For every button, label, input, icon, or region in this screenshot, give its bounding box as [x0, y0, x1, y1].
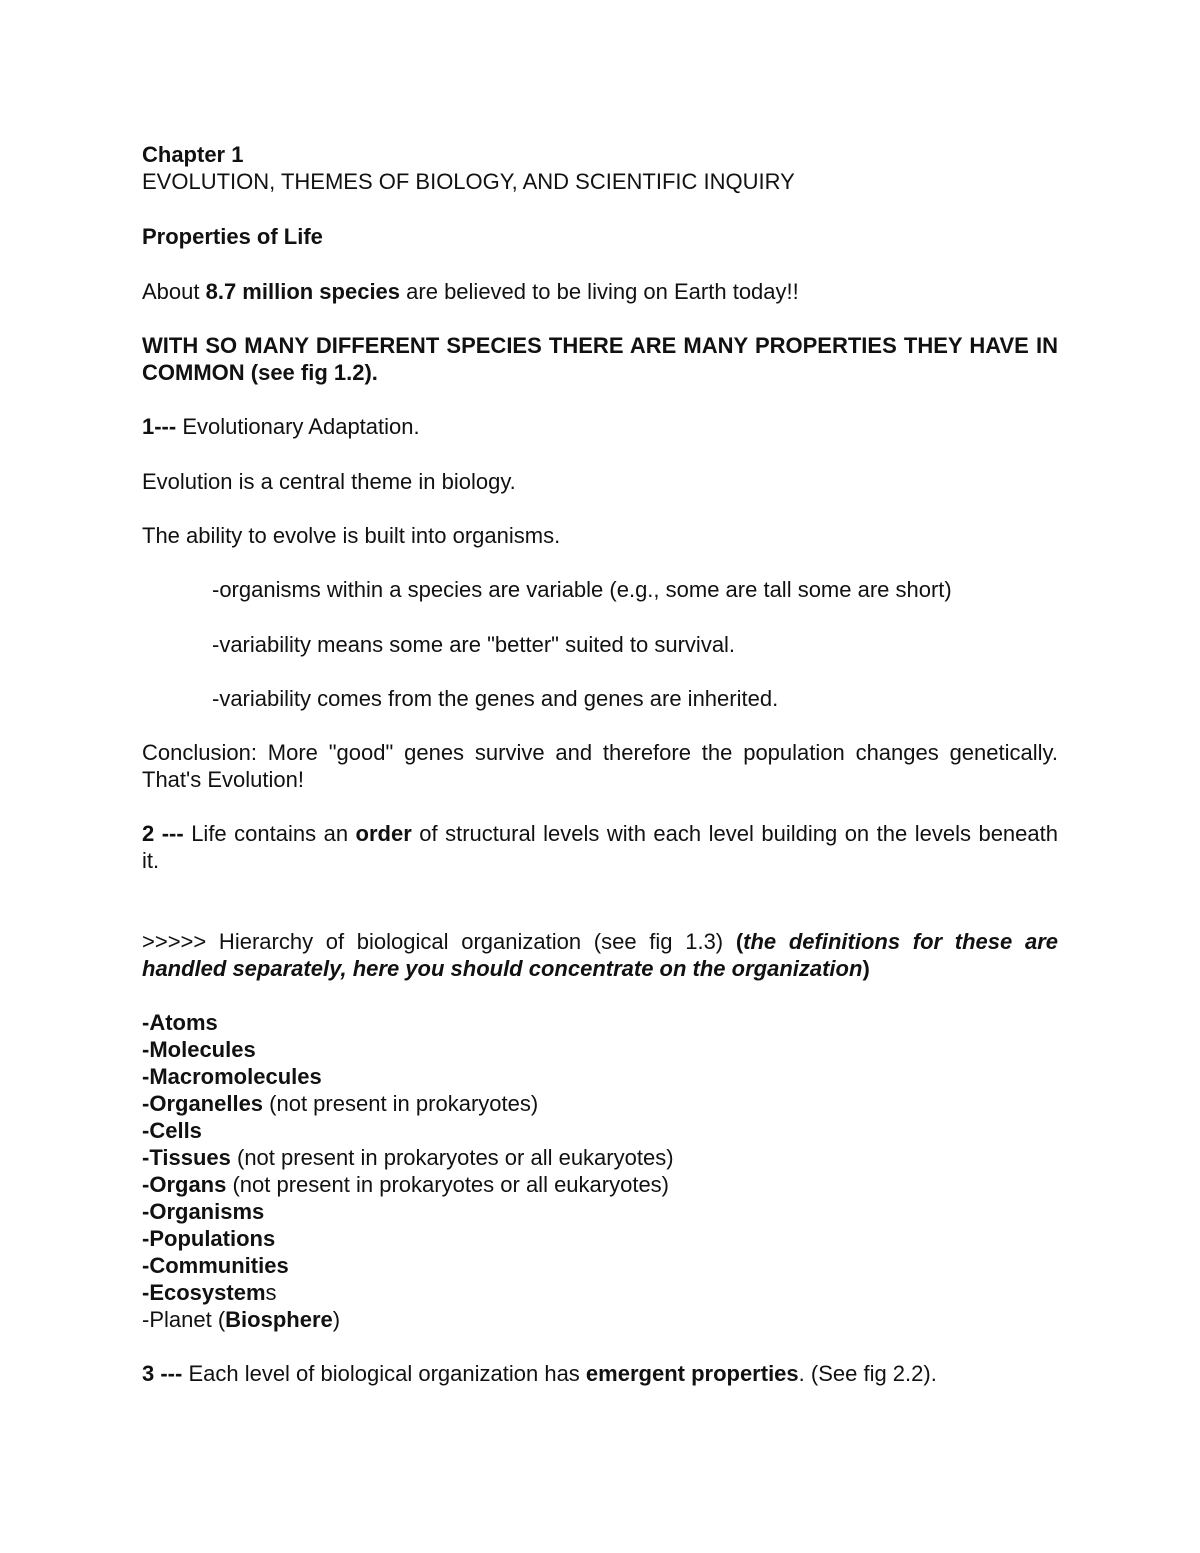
- hierarchy-open-paren: (: [735, 929, 744, 954]
- list-dash: -: [142, 1064, 150, 1089]
- list-item: [142, 1171, 1058, 1198]
- point-2-pre: Life contains an: [183, 821, 356, 846]
- point-3-pre: Each level of biological organization has: [182, 1361, 586, 1386]
- bullet-item: -variability comes from the genes and genes are inherited.: [212, 686, 779, 711]
- point-2-number: 2 ---: [142, 821, 184, 846]
- list-item: [142, 1036, 1058, 1063]
- intro-bold: 8.7 million species: [205, 279, 401, 304]
- point-3-post: . (See fig 2.2).: [798, 1361, 937, 1386]
- list-item: [142, 1063, 1058, 1090]
- list-dash: -: [142, 1253, 150, 1278]
- level-name: Tissues: [149, 1145, 231, 1170]
- level-name: Atoms: [149, 1010, 218, 1035]
- list-item: [142, 1252, 1058, 1279]
- common-properties-heading: WITH SO MANY DIFFERENT SPECIES THERE ARE MANY PROPERTIES THEY HAVE IN COMMON (see fig 1.2).: [142, 333, 1058, 385]
- document-page: [142, 141, 1058, 1387]
- list-item: [142, 1117, 1058, 1144]
- planet-bold: Biosphere: [225, 1307, 333, 1332]
- list-item: [142, 1198, 1058, 1225]
- intro-post: are believed to be living on Earth today!!: [400, 279, 799, 304]
- level-note: (not present in prokaryotes): [263, 1091, 539, 1116]
- section-heading: Properties of Life: [142, 224, 323, 249]
- point-2: [142, 820, 1058, 874]
- list-item: [142, 1279, 1058, 1306]
- list-dash: -: [142, 1172, 150, 1197]
- organization-levels-list: [142, 1009, 1058, 1333]
- list-dash: -: [142, 1091, 150, 1116]
- level-name: Communities: [149, 1253, 289, 1278]
- hierarchy-close-paren: ): [862, 956, 870, 981]
- point-3-bold: emergent properties: [585, 1361, 799, 1386]
- hierarchy-italic-note: the definitions for these are handled separately, here you should concentrate on the organization: [142, 929, 1058, 981]
- point-1-number: 1---: [142, 414, 177, 439]
- level-name: Cells: [149, 1118, 202, 1143]
- bullet-item: -variability means some are "better" suited to survival.: [212, 632, 736, 657]
- level-note: s: [265, 1280, 277, 1305]
- point-3-number: 3 ---: [142, 1361, 183, 1386]
- list-dash: -: [142, 1010, 150, 1035]
- planet-pre: -Planet (: [142, 1307, 226, 1332]
- level-note: (not present in prokaryotes or all eukaryotes): [230, 1145, 674, 1170]
- chapter-title: EVOLUTION, THEMES OF BIOLOGY, AND SCIENTIFIC INQUIRY: [142, 169, 795, 194]
- level-name: Macromolecules: [149, 1064, 322, 1089]
- evolution-central-paragraph: Evolution is a central theme in biology.: [142, 469, 516, 494]
- chapter-label: Chapter 1: [142, 142, 244, 167]
- point-1-text: Evolutionary Adaptation.: [176, 414, 420, 439]
- point-2-post: of structural levels with each level building on the levels beneath it.: [142, 821, 1058, 873]
- point-1: [142, 413, 1058, 440]
- list-dash: -: [142, 1118, 150, 1143]
- list-dash: -: [142, 1199, 150, 1224]
- planet-post: ): [332, 1307, 341, 1332]
- list-dash: -: [142, 1145, 150, 1170]
- list-item: [142, 1009, 1058, 1036]
- list-dash: -: [142, 1280, 150, 1305]
- hierarchy-pre: >>>>> Hierarchy of biological organization (see fig 1.3): [142, 929, 736, 954]
- intro-pre: About: [142, 279, 206, 304]
- level-name: Ecosystem: [149, 1280, 266, 1305]
- list-item-planet: [142, 1306, 1058, 1333]
- level-name: Organelles: [149, 1091, 264, 1116]
- list-dash: -: [142, 1037, 150, 1062]
- conclusion-paragraph: Conclusion: More "good" genes survive and therefore the population changes genetically. That's Evolution!: [142, 740, 1058, 792]
- level-name: Organs: [149, 1172, 227, 1197]
- hierarchy-paragraph: [142, 928, 1058, 982]
- list-item: [142, 1090, 1058, 1117]
- point-2-bold: order: [355, 821, 412, 846]
- species-count-paragraph: [142, 278, 1058, 305]
- list-item: [142, 1225, 1058, 1252]
- point-3: [142, 1360, 1058, 1387]
- list-dash: -: [142, 1226, 150, 1251]
- bullet-item: -organisms within a species are variable (e.g., some are tall some are short): [212, 577, 952, 602]
- level-name: Molecules: [149, 1037, 256, 1062]
- level-name: Populations: [149, 1226, 276, 1251]
- level-name: Organisms: [149, 1199, 265, 1224]
- list-item: [142, 1144, 1058, 1171]
- level-note: (not present in prokaryotes or all eukaryotes): [226, 1172, 670, 1197]
- ability-paragraph: The ability to evolve is built into organisms.: [142, 523, 561, 548]
